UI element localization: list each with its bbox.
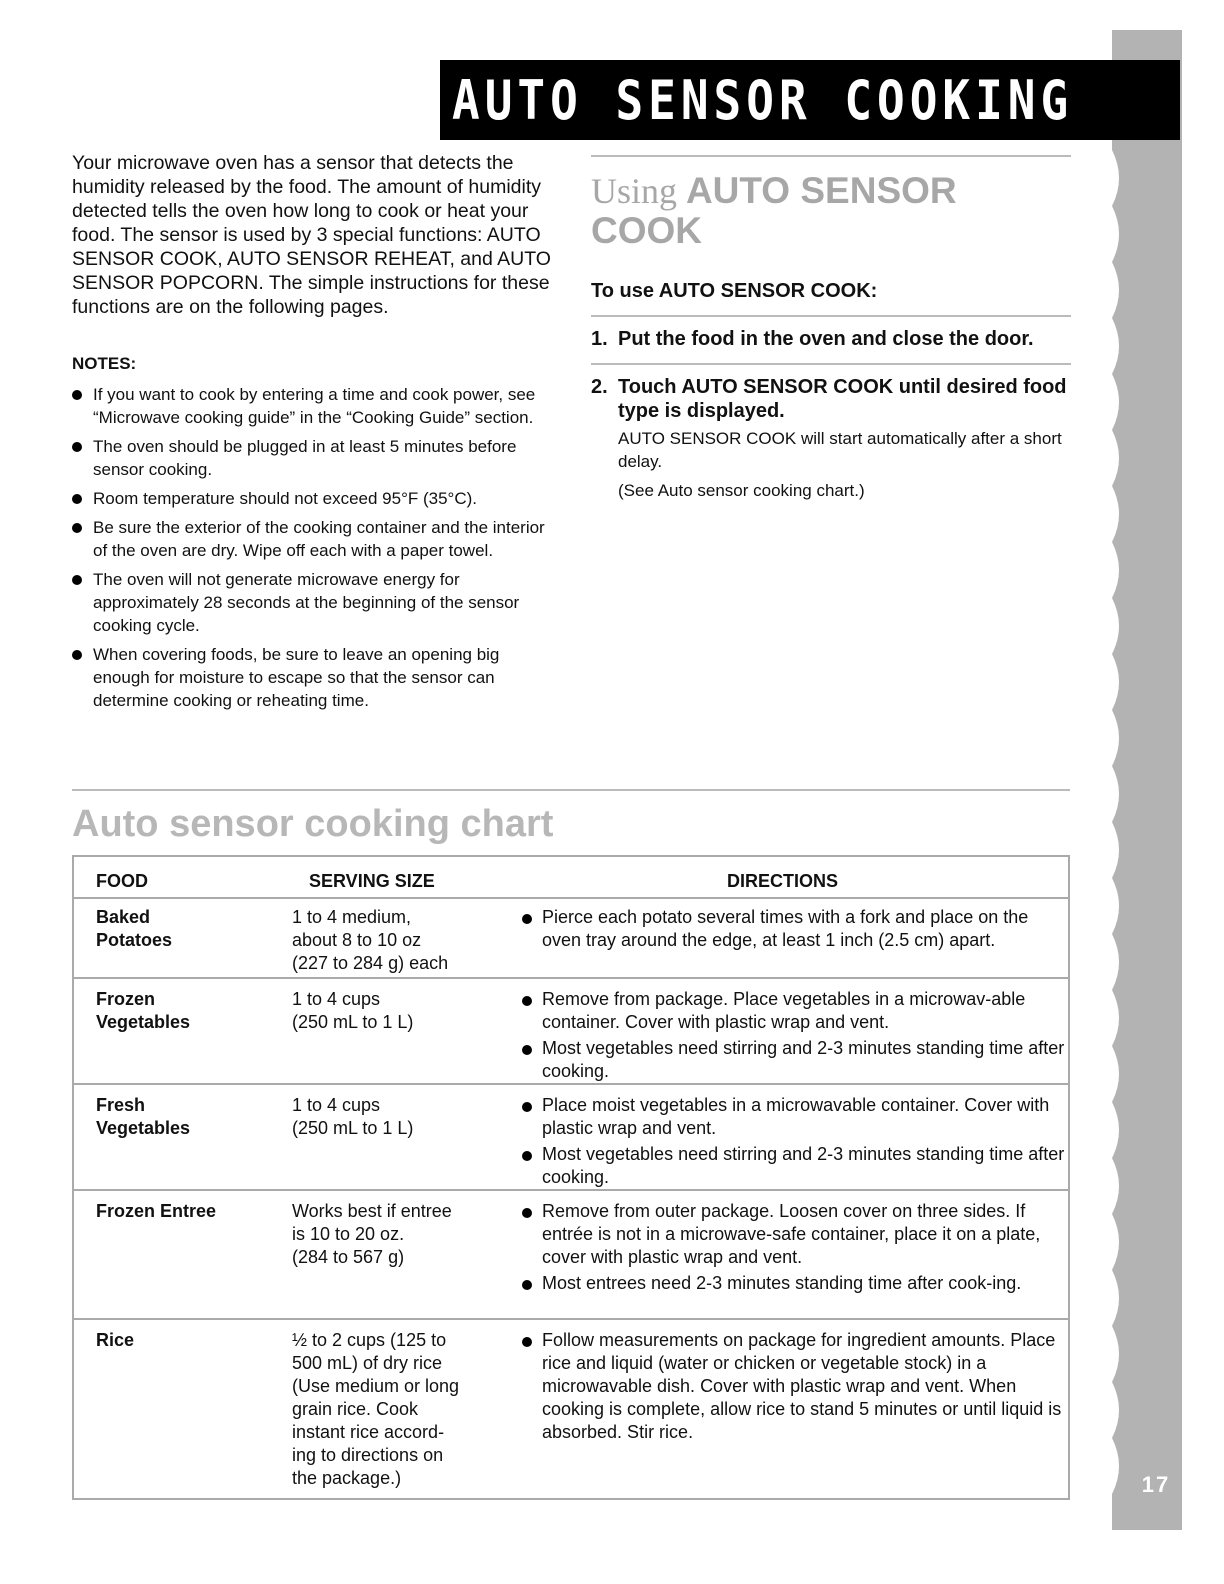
serving-cell: ½ to 2 cups (125 to 500 mL) of dry rice (Use medium or long grain rice. Cook instant rice accord- ing to directions on the package.)	[292, 1330, 460, 1488]
note-item	[72, 383, 552, 429]
bullet-icon	[72, 494, 82, 504]
note-text: The oven will not generate microwave energy for approximately 28 seconds at the beginning of the sensor cooking cycle.	[93, 570, 520, 635]
bullet-icon	[522, 1280, 532, 1290]
page-number: 17	[1141, 1472, 1171, 1497]
page-header-bar	[440, 60, 1180, 140]
directions-cell	[522, 1200, 1067, 1298]
section-title-prefix: Using	[591, 171, 678, 211]
serving-cell: 1 to 4 medium, about 8 to 10 oz (227 to 284 g) each	[292, 907, 449, 973]
direction-text: Place moist vegetables in a microwavable container. Cover with plastic wrap and vent.	[542, 1095, 1050, 1138]
direction-text: Remove from package. Place vegetables in a microwav-able container. Cover with plastic wrap and vent.	[542, 989, 1026, 1032]
chart-divider	[72, 789, 1070, 791]
column-header-directions: DIRECTIONS	[727, 871, 839, 891]
step-text: Touch AUTO SENSOR COOK until desired food type is displayed.	[618, 376, 1067, 422]
bullet-icon	[72, 650, 82, 660]
bullet-icon	[522, 1337, 532, 1347]
direction-item	[522, 1329, 1067, 1444]
table-row	[74, 979, 1068, 1085]
direction-item	[522, 1037, 1067, 1083]
serving-cell: 1 to 4 cups (250 mL to 1 L)	[292, 989, 414, 1032]
direction-text: Remove from outer package. Loosen cover on three sides. If entrée is not in a microwave-safe container, place it on a plate, cover with plastic wrap and vent.	[542, 1201, 1041, 1267]
bullet-icon	[522, 996, 532, 1006]
step-note: AUTO SENSOR COOK will start automatically after a short delay.	[618, 429, 1062, 471]
note-text: Room temperature should not exceed 95°F (35°C).	[93, 489, 478, 508]
directions-cell	[522, 1094, 1067, 1192]
direction-item	[522, 906, 1067, 952]
intro-paragraph: Your microwave oven has a sensor that detects the humidity released by the food. The amount of humidity detected tells the oven how long to cook or heat your food. The sensor is used by 3 special functions: AUTO SENSOR COOK, AUTO SENSOR REHEAT, and AUTO SENSOR POPCORN. The simple instructions for these functions are on the following pages.	[72, 152, 551, 318]
bullet-icon	[522, 1208, 532, 1218]
note-text: If you want to cook by entering a time and cook power, see “Microwave cooking guide” in the “Cooking Guide” section.	[93, 385, 536, 427]
note-text: When covering foods, be sure to leave an opening big enough for moisture to escape so that the sensor can determine cooking or reheating time.	[93, 645, 500, 710]
table-row	[74, 1191, 1068, 1320]
section-title-main: AUTO SENSOR COOK	[591, 170, 957, 251]
direction-item	[522, 1094, 1067, 1140]
food-cell: Frozen Entree	[96, 1201, 217, 1221]
notes-list	[72, 383, 552, 718]
note-text: Be sure the exterior of the cooking container and the interior of the oven are dry. Wipe off each with a paper towel.	[93, 518, 545, 560]
column-header-food: FOOD	[96, 871, 148, 891]
note-item	[72, 568, 552, 637]
food-cell: Fresh Vegetables	[96, 1095, 191, 1138]
bullet-icon	[522, 1151, 532, 1161]
direction-text: Most vegetables need stirring and 2-3 minutes standing time after cooking.	[542, 1038, 1065, 1081]
bullet-icon	[72, 523, 82, 533]
table-row	[74, 1085, 1068, 1191]
serving-cell: 1 to 4 cups (250 mL to 1 L)	[292, 1095, 414, 1138]
direction-text: Most entrees need 2-3 minutes standing time after cook-ing.	[542, 1273, 1022, 1293]
direction-item	[522, 1200, 1067, 1269]
note-item	[72, 516, 552, 562]
step-note: (See Auto sensor cooking chart.)	[618, 481, 865, 500]
bullet-icon	[72, 442, 82, 452]
food-cell: Rice	[96, 1330, 135, 1350]
food-cell: Baked Potatoes	[96, 907, 173, 950]
table-header	[74, 857, 1068, 899]
table-row	[74, 897, 1068, 979]
food-cell: Frozen Vegetables	[96, 989, 191, 1032]
bullet-icon	[72, 390, 82, 400]
bullet-icon	[72, 575, 82, 585]
step-number: 2.	[591, 376, 608, 398]
bullet-icon	[522, 1045, 532, 1055]
bullet-icon	[522, 914, 532, 924]
note-item	[72, 435, 552, 481]
chart-title: Auto sensor cooking chart	[72, 803, 554, 845]
section-divider	[591, 155, 1071, 157]
note-text: The oven should be plugged in at least 5 minutes before sensor cooking.	[93, 437, 517, 479]
bullet-icon	[522, 1102, 532, 1112]
directions-cell	[522, 988, 1067, 1086]
note-item	[72, 643, 552, 712]
directions-cell	[522, 906, 1067, 955]
direction-text: Most vegetables need stirring and 2-3 minutes standing time after cooking.	[542, 1144, 1065, 1187]
direction-item	[522, 988, 1067, 1034]
table-row	[74, 1320, 1068, 1498]
section-title	[591, 171, 1071, 251]
using-auto-sensor-cook-section	[591, 155, 1071, 502]
note-item	[72, 487, 552, 510]
serving-cell: Works best if entree is 10 to 20 oz. (284 to 567 g)	[292, 1201, 452, 1267]
direction-text: Pierce each potato several times with a fork and place on the oven tray around the edge, at least 1 inch (2.5 cm) apart.	[542, 907, 1029, 950]
column-header-serving-size: SERVING SIZE	[309, 871, 435, 891]
direction-item	[522, 1272, 1067, 1295]
side-tab-decoration	[1112, 30, 1182, 1530]
step-2	[591, 365, 1071, 423]
directions-cell	[522, 1329, 1067, 1447]
step-text: Put the food in the oven and close the door.	[618, 328, 1034, 350]
step-number: 1.	[591, 328, 608, 350]
section-subhead: To use AUTO SENSOR COOK:	[591, 280, 878, 302]
direction-text: Follow measurements on package for ingredient amounts. Place rice and liquid (water or chicken or vegetable stock) in a microwavable dish. Cover with plastic wrap and vent. When cooking is complete, allow rice to stand 5 minutes or until liquid is absorbed. Stir rice.	[542, 1330, 1062, 1442]
direction-item	[522, 1143, 1067, 1189]
step-1	[591, 317, 1071, 351]
notes-heading: NOTES:	[72, 354, 137, 373]
page-title: AUTO SENSOR COOKING	[452, 68, 1074, 132]
cooking-chart-table	[72, 855, 1070, 1500]
